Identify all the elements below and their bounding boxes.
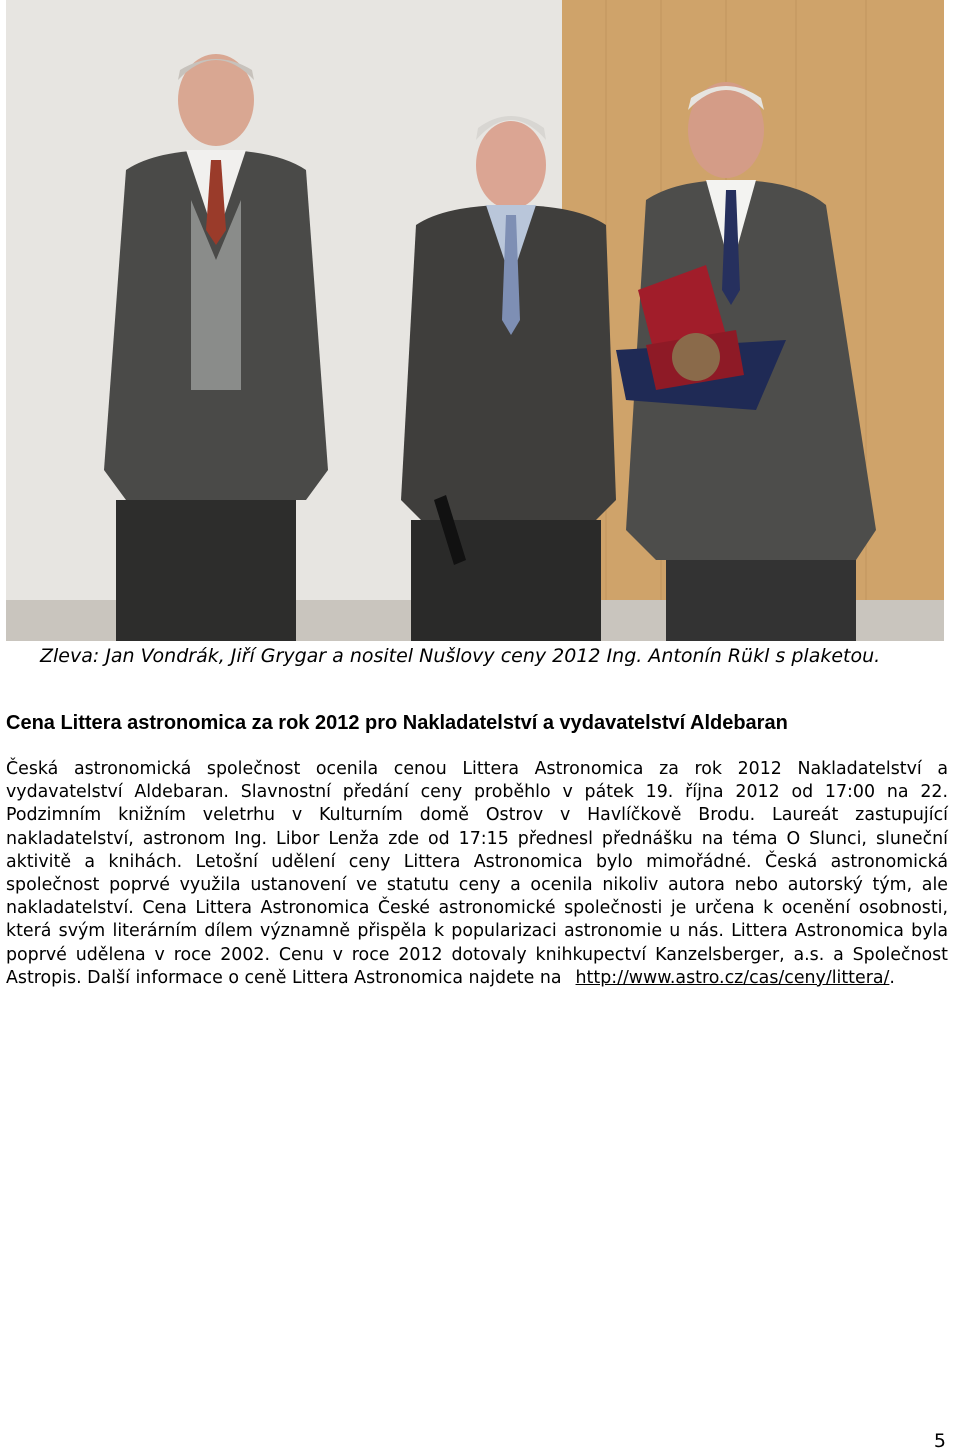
article-heading: Cena Littera astronomica za rok 2012 pro Nakladatelství a vydavatelství Aldebaran bbox=[6, 712, 788, 734]
photo-illustration bbox=[6, 0, 944, 641]
article-trailing-period: . bbox=[889, 967, 895, 988]
medal-shape bbox=[672, 333, 720, 381]
photo-caption: Zleva: Jan Vondrák, Jiří Grygar a nositel Nušlovy ceny 2012 Ing. Antonín Rükl s plaketou. bbox=[40, 645, 881, 667]
article-body-text: Česká astronomická společnost ocenila cenou Littera Astronomica za rok 2012 Nakladatelství a vydavatelství Aldebaran. Slavnostní předání ceny proběhlo v pátek 19. října 2012 od 17:00 na 22. Podzimním knižním veletrhu v Kulturním domě Ostrov v Havlíčkově Brodu. Laureát zastupující nakladatelství, astronom Ing. Libor Lenža zde od 17:15 přednesl přednášku na téma O Slunci, sluneční aktivitě a knihách. Letošní udělení ceny Littera Astronomica bylo mimořádné. Česká astronomická společnost poprvé využila ustanovení ve statutu ceny a ocenila nikoliv autora nebo autorský tým, ale nakladatelství. Cena Littera Astronomica České astronomické společnosti je určena k ocenění osobnosti, která svým literárním dílem významně přispěla k popularizaci astronomie u nás. Littera Astronomica byla poprvé udělena v roce 2002. Cenu v roce 2012 dotovaly knihkupectví Kanzelsberger, a.s. a Společnost Astropis. Další informace o ceně Littera Astronomica najdete na bbox=[6, 759, 948, 988]
award-photo bbox=[6, 0, 944, 641]
article-paragraph bbox=[6, 758, 948, 990]
page-number: 5 bbox=[933, 1430, 946, 1452]
littera-link[interactable]: http://www.astro.cz/cas/ceny/littera/ bbox=[575, 967, 890, 988]
